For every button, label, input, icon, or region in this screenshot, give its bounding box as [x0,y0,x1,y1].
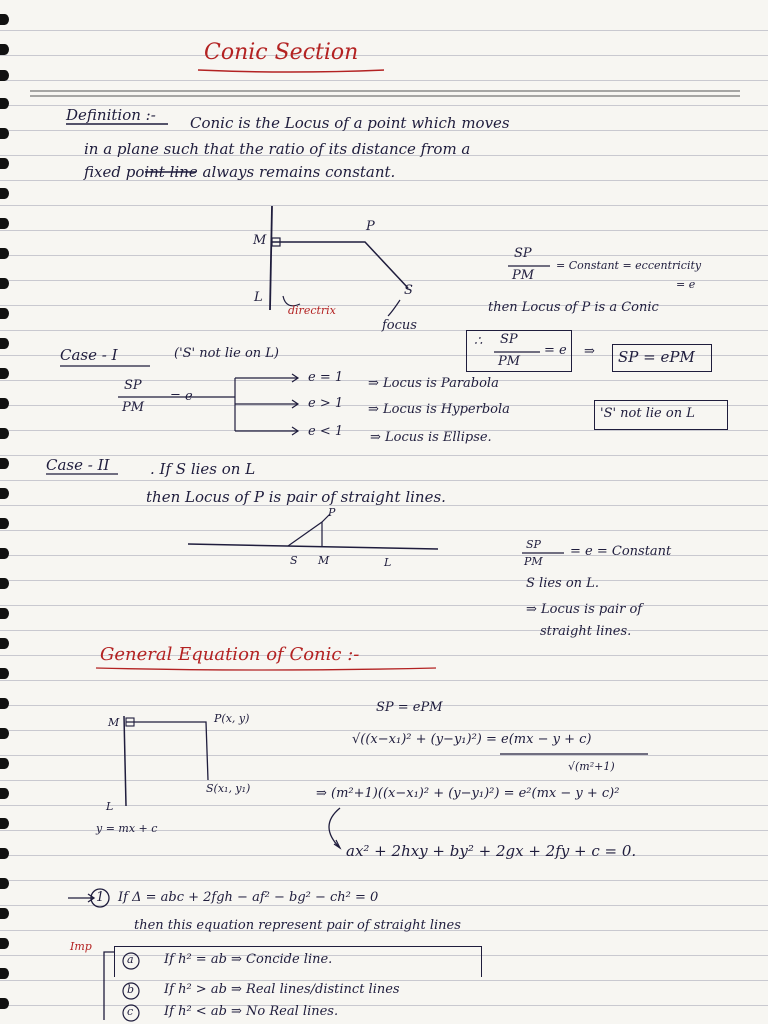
ratio-then: then Locus of P is a Conic [488,300,659,315]
relation-eq: = e [544,343,567,358]
item-a-mark: a [127,953,134,966]
general-diagram-l: L [106,800,114,813]
case1-branch-cond: e = 1 [308,370,344,385]
general-diagram-m: M [108,716,120,729]
diagram1-label-m: M [253,233,267,248]
item-c-text: If h² < ab ⇒ No Real lines. [164,1004,339,1019]
general-eq-4: ax² + 2hxy + by² + 2gx + 2fy + c = 0. [346,842,637,860]
case1-label: Case - I [60,346,118,364]
diagram1-label-p: P [366,219,375,234]
case2-diagram-p: P [328,506,336,519]
general-diagram-p: P(x, y) [214,712,250,725]
definition-line-3 [84,163,395,181]
diagram1-label-s: S [404,283,413,298]
definition-line-1: Conic is the Locus of a point which moves [190,114,510,132]
case2-sp: SP [526,538,541,551]
relation-implies: ⇒ [584,344,595,359]
case2-note-1: S lies on L. [526,576,599,591]
definition-line-3-text: fixed point line always remains constant. [84,163,396,181]
item-a-text: If h² = ab ⇒ Concide line. [164,952,333,967]
case1-branch-result: ⇒ Locus is Parabola [368,376,499,391]
case2-diagram-m: M [318,554,330,567]
item-b-text: If h² > ab ⇒ Real lines/distinct lines [164,982,400,997]
focus-label: focus [382,318,417,333]
case2-eq: = e = Constant [570,544,672,559]
item-c-mark: c [127,1005,134,1018]
case2-label: Case - II [46,456,110,474]
case1-condition: ('S' not lie on L) [174,346,279,361]
case1-sp: SP [124,378,142,393]
definition-line-2: in a plane such that the ratio of its distance from a [84,140,471,158]
case1-eq: = e [170,389,193,404]
case2-line-2: then Locus of P is pair of straight lines. [146,488,446,506]
item-b-mark: b [127,983,135,996]
directrix-label: directrix [288,304,336,317]
relation-therefore: ∴ [474,334,483,349]
general-eq-2-denominator: √(m²+1) [568,760,615,773]
ratio-sp: SP [514,246,532,261]
general-heading: General Equation of Conic :- [100,644,360,665]
case2-note-2: ⇒ Locus is pair of [526,602,643,617]
case1-branch-cond: e < 1 [308,424,344,439]
point1-text: If Δ = abc + 2fgh − af² − bg² − ch² = 0 [118,890,379,905]
relation-pm: PM [498,354,521,369]
ratio-equation: = Constant = eccentricity [556,259,702,272]
case2-diagram-s: S [290,554,298,567]
case1-branch-result: ⇒ Locus is Hyperbola [368,402,510,417]
case1-branch-result: ⇒ Locus is Ellipse. [370,430,492,445]
case2-diagram-l: L [384,556,392,569]
case1-branch-cond: e > 1 [308,396,344,411]
general-diagram-line: y = mx + c [96,822,158,835]
general-eq-2: √((x−x₁)² + (y−y₁)²) = e(mx − y + c) [352,732,592,747]
point1-line-2: then this equation represent pair of straight lines [134,918,461,933]
page-title: Conic Section [204,40,359,65]
relation-result: SP = ePM [618,348,695,366]
definition-label: Definition :- [66,106,156,124]
ratio-equation-e: = e [676,278,696,291]
general-eq-1: SP = ePM [376,700,443,715]
diagram1-label-l: L [254,290,263,305]
ratio-pm: PM [512,268,535,283]
case2-note-3: straight lines. [540,624,632,639]
case2-line-1: . If S lies on L [150,460,256,478]
case1-note: 'S' not lie on L [600,406,695,421]
case1-pm: PM [122,400,145,415]
case2-pm: PM [524,555,543,568]
point1-number: 1 [96,890,105,905]
general-diagram-s: S(x₁, y₁) [206,782,251,795]
imp-label: Imp [70,940,92,953]
relation-sp: SP [500,332,518,347]
general-eq-3: ⇒ (m²+1)((x−x₁)² + (y−y₁)²) = e²(mx − y + c)² [316,786,620,801]
